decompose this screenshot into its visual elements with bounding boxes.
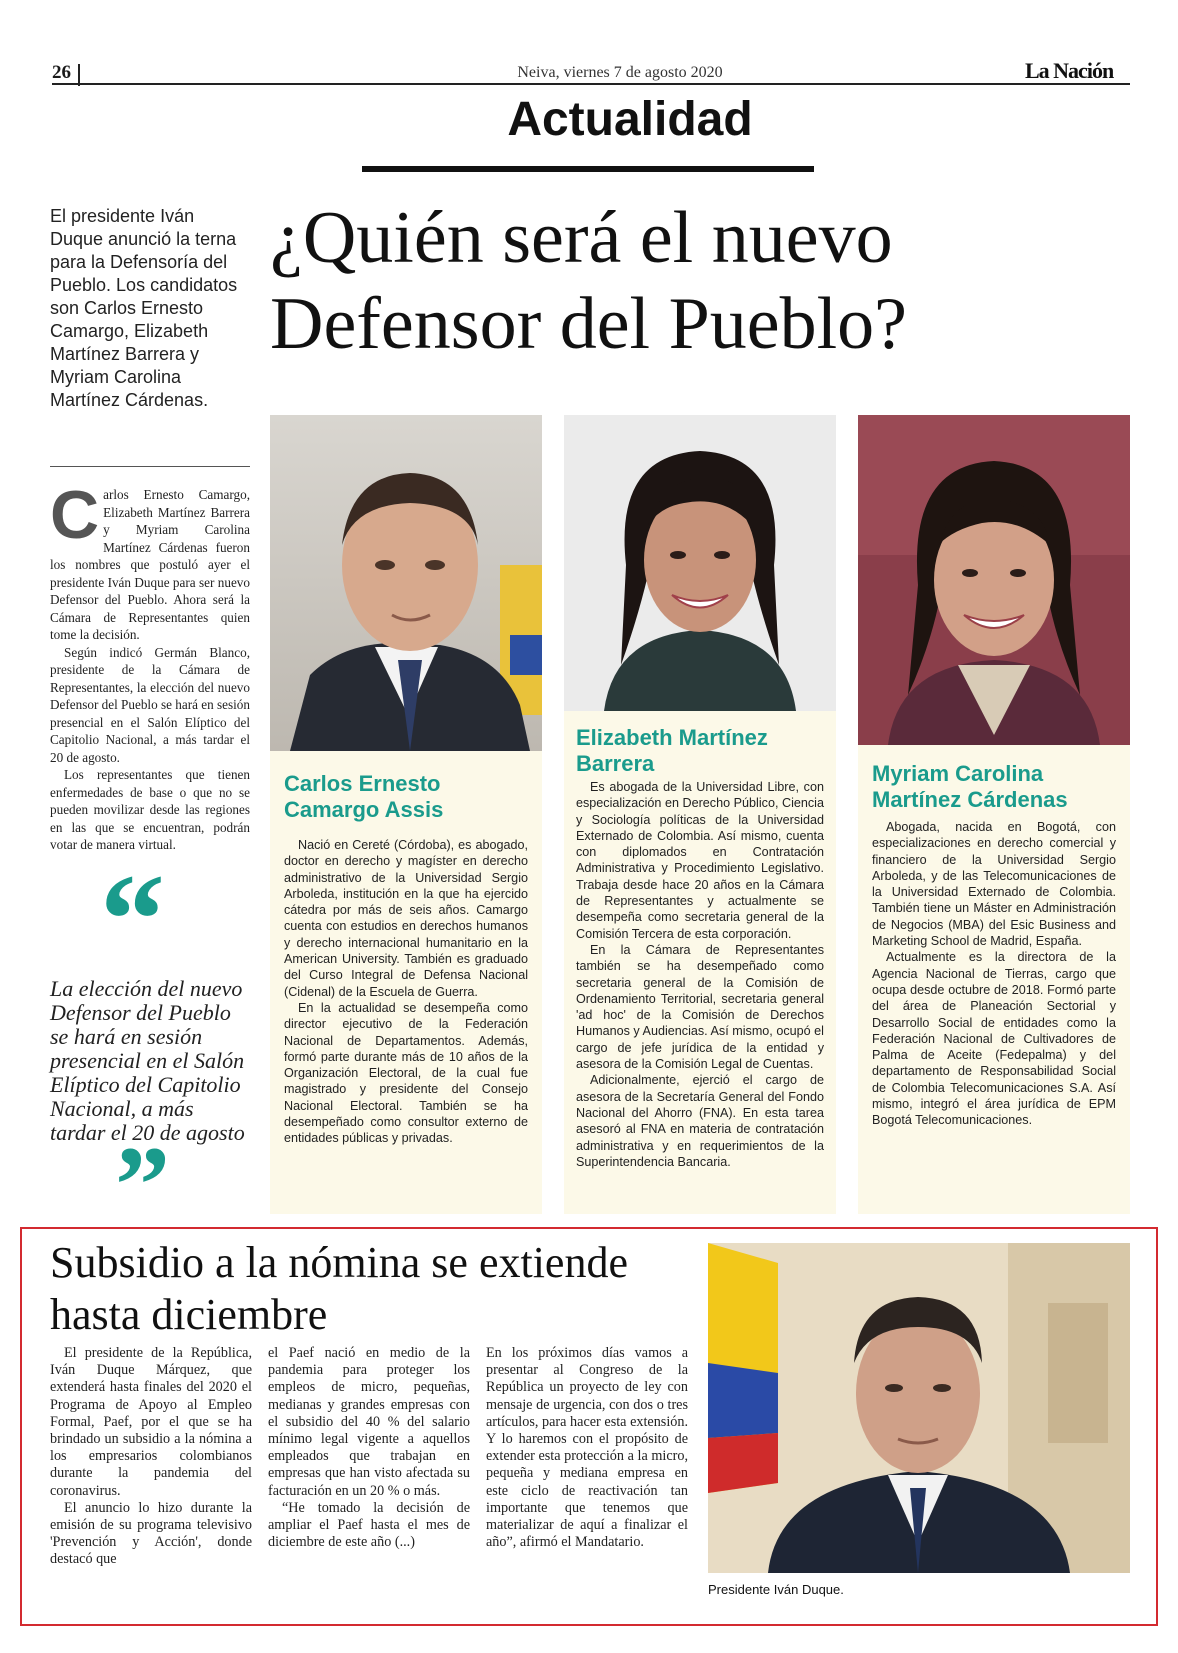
article-paragraph: El presidente de la República, Iván Duque Márquez, que extenderá hasta finales del 2020 el Programa de Apoyo al Empleo Formal, Paef, por el que se ha brindado un subsidio a la nómina a los empresarios colombianos durante la pandemia del coronavirus. (50, 1345, 252, 1499)
candidate-bio-paragraph: En la actualidad se desempeña como director ejecutivo de la Federación Nacional de Departamentos. Además, formó parte durante más de 10 años de la Organización Electoral, de la cual fue magistrado y presidente del Consejo Nacional Electoral. También se ha desempeñado como consultor externo de entidades públicas y privadas. (284, 1000, 528, 1146)
article-paragraph: Según indicó Germán Blanco, presidente de la Cámara de Representantes, la elección del nuevo Defensor del Pueblo se hará en sesión presencial en el Salón Elíptico del Capitolio Nacional, a más tardar el 20 de agosto. (50, 644, 250, 765)
president-photo (708, 1243, 1130, 1573)
header-rule (52, 83, 1130, 85)
section-rule (362, 166, 814, 172)
intro-divider (50, 466, 250, 467)
candidate-photo-martinez-cardenas (858, 415, 1130, 745)
article-paragraph: En los próximos días vamos a presentar al Congreso de la República un proyecto de ley con mensaje de urgencia, con dos o tres artículos, para hacer esta extensión. Y lo haremos con el propósito de extender esta protección a la micro, pequeña y mediana empresa en este ciclo de reactivación tan importante que tenemos que materializar de aquí a finalizar el año”, afirmó el Mandatario. (486, 1345, 688, 1551)
article-paragraph: arlos Ernesto Camargo, Elizabeth Martínez Barrera y Myriam Carolina Martínez Cárdenas fueron los nombres que postuló ayer el presidente Iván Duque para ser nuevo Defensor del Pueblo. Ahora será la Cámara de Representantes quien tome la decisión. (50, 487, 250, 642)
article-paragraph: Los representantes que tienen enfermedades de base o que no se pueden movilizar desde las regiones en las que se encuentran, podrán votar de manera virtual. (50, 767, 250, 852)
candidate-bio-paragraph: Actualmente es la directora de la Agencia Nacional de Tierras, cargo que ocupa desde octubre de 2018. Formó parte del área de Planeación Sectorial y Desarrollo Social de entidades como la Federación Nacional de Cultivadores de Palma de Aceite (Fedepalma) y del departamento de Responsabilidad Social de Colombia Telecomunicaciones S.A. Así mismo, integró el área jurídica de EPM Bogotá Telecomunicaciones. (872, 950, 1116, 1128)
photo-caption: Presidente Iván Duque. (708, 1582, 844, 1597)
secondary-column-3 (486, 1345, 688, 1551)
candidate-photo-martinez-barrera (564, 415, 836, 711)
secondary-column-2 (268, 1345, 470, 1551)
candidate-bio-paragraph: Nació en Cereté (Córdoba), es abogado, doctor en derecho y magíster en derecho administrativo de la Universidad Sergio Arboleda, institución en la que ha ejercido cátedra por más de seis años. Camargo cuenta con estudios en derechos humanos y derecho internacional humanitario en la American University. También es graduado del Curso Integral de Defensa Nacional (Cidenal) de la Escuela de Guerra. (284, 838, 528, 999)
secondary-column-1 (50, 1345, 252, 1569)
candidate-bio-paragraph: Abogada, nacida en Bogotá, con especializaciones en derecho comercial y financiero de la Universidad Sergio Arboleda, y de las Telecomunicaciones de la Universidad Externado de Colombia. También tiene un Máster en Administración de Negocios (MBA) del Esic Business and Marketing School de Madrid, España. (872, 820, 1116, 949)
candidate-card-camargo (270, 751, 542, 1214)
close-quote-icon: ” (115, 1124, 170, 1246)
article-paragraph: el Paef nació en medio de la pandemia para proteger los empleos de micro, pequeñas, medianas y grandes empresas con el subsidio del 40 % del salario mínimo legal vigente a aquellos empleados que trabajan en empresas que han visto afectada su facturación en un 20 % o más. (268, 1345, 470, 1499)
newspaper-logo: La Nación (1025, 58, 1114, 83)
candidate-bio-paragraph: Adicionalmente, ejerció el cargo de asesora de la Secretaría General del Fondo Nacional del Ahorro (FNA). En esta tarea asesoró al FNA en materia de contratación administrativa y en requerimientos de la Superintendencia Bancaria. (576, 1073, 824, 1169)
candidate-card-martinez-barrera (564, 711, 836, 1214)
candidate-card-martinez-cardenas (858, 745, 1130, 1214)
secondary-headline: Subsidio a la nómina se extiende hasta diciembre (50, 1238, 628, 1339)
intro-text: El presidente Iván Duque anunció la terna para la Defensoría del Pueblo. Los candidatos son Carlos Ernesto Camargo, Elizabeth Martínez Barrera y Myriam Carolina Martínez Cárdenas. (50, 206, 238, 410)
article-paragraph: “He tomado la decisión de ampliar el Paef hasta el mes de diciembre de este año (...) (268, 1499, 470, 1551)
open-quote-icon: “ (100, 848, 165, 992)
page-number: 26 (52, 62, 71, 83)
candidate-photo-camargo (270, 415, 542, 751)
main-headline: ¿Quién será el nuevo Defensor del Pueblo? (270, 197, 908, 365)
main-article (50, 477, 250, 854)
pull-quote: La elección del nuevo Defensor del Pueblo se hará en sesión presencial en el Salón Elíptico del Capitolio Nacional, a más tardar el 20 de agosto (50, 976, 245, 1145)
drop-cap: C (50, 477, 100, 553)
section-title: Actualidad (507, 93, 753, 146)
article-paragraph: El anuncio lo hizo durante la emisión de su programa televisivo 'Prevención y Acción', donde destacó que (50, 1499, 252, 1568)
dateline: Neiva, viernes 7 de agosto 2020 (517, 64, 723, 81)
candidate-name: Myriam Carolina Martínez Cárdenas (872, 761, 1068, 812)
candidate-bio-paragraph: En la Cámara de Representantes también se ha desempeñado como secretaria general de la Comisión de Ordenamiento Territorial, secretaria general 'ad hoc' de la Comisión de Derechos Humanos y Audiencias. Así mismo, ocupó el cargo de jefe jurídica de la entidad y asesora de la Comisión Legal de Cuentas. (576, 942, 824, 1072)
candidate-bio-paragraph: Es abogada de la Universidad Libre, con especialización en Derecho Público, Ciencia y Sociología políticas de la Universidad Externado de Colombia. Así mismo, cuenta con diplomados en Contratación Administrativa y Procedimiento Legislativo. Trabaja desde hace 20 años en la Cámara de Representantes y actualmente se desempeña como secretaria general de la Comisión Tercera de esta corporación. (576, 780, 824, 941)
candidate-name: Carlos Ernesto Camargo Assis (284, 771, 444, 822)
candidate-name: Elizabeth Martínez Barrera (576, 725, 768, 776)
